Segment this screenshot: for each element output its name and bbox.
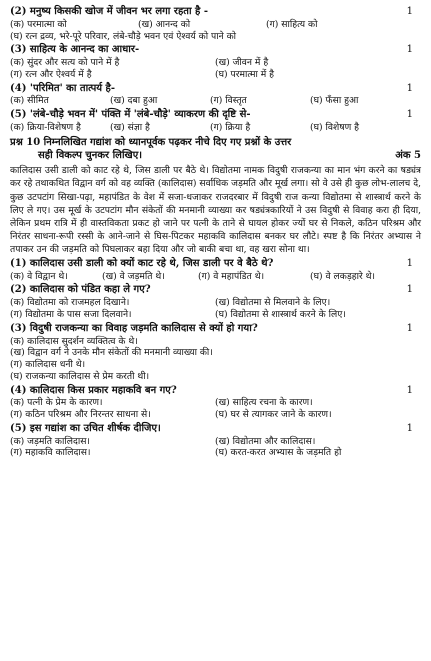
option-ga[interactable]: (ग) कालिदास धनी थे। [10, 359, 86, 371]
passage-question-5-mark: 1 [406, 422, 413, 434]
option-ka[interactable]: (क) कालिदास सुदर्शन व्यक्तित्व के थे। [10, 335, 138, 347]
passage-question-3-option-ga-row [10, 359, 421, 371]
passage-question-3-option-ka-row [10, 336, 421, 348]
passage-question-5-options-row-2 [10, 447, 421, 459]
option-kha[interactable]: (ख) विद्वान वर्ग ने उनके मौन संकेतों की मनमानी व्याख्या की। [10, 347, 213, 359]
option-gha[interactable]: (घ) वे लकड़हारे थे। [310, 270, 376, 282]
passage-question-5 [10, 423, 421, 436]
question-2-options-row-1 [10, 19, 421, 31]
question-5 [10, 109, 421, 122]
option-gha[interactable]: (घ) रत्न द्रव्य, भरे-पूरे परिवार, लंबे-चौड़े भवन एवं ऐश्वर्य को पाने को [10, 30, 237, 42]
option-ka[interactable]: (क) विद्योतमा को राजमहल दिखाने। [10, 297, 130, 309]
passage-question-4-options-row-2 [10, 409, 421, 421]
passage-question-3 [10, 323, 421, 336]
passage-question-4-title: (4) कालिदास किस प्रकार महाकवि बन गए? [10, 384, 177, 396]
question-5-options [10, 122, 421, 134]
option-ka[interactable]: (क) परमात्मा को [10, 18, 67, 30]
question-4-title: (4) 'परिमित' का तात्पर्य है- [10, 82, 116, 94]
passage-question-1-title: (1) कालिदास उसी डाली को क्यों काट रहे थे, जिस डाली पर वे बैठे थे? [10, 257, 274, 269]
option-gha[interactable]: (घ) करत-करत अभ्यास के जड़मति हो [215, 447, 342, 459]
option-ga[interactable]: (ग) विस्तृत [210, 95, 247, 107]
option-kha[interactable]: (ख) दबा हुआ [110, 95, 158, 107]
passage-question-2-title: (2) कालिदास को पंडित कहा ले गए? [10, 284, 151, 296]
question-10-instruction-cont: सही विकल्प चुनकर लिखिए। [38, 149, 143, 161]
passage-question-4-mark: 1 [406, 384, 413, 396]
question-5-title: (5) 'लंबे-चौड़े भवन में' पंक्ति में 'लंबे-चौड़े' व्याकरण की दृष्टि से- [10, 109, 251, 121]
question-3-options-row-1 [10, 57, 421, 69]
question-4 [10, 83, 421, 96]
option-ka[interactable]: (क) पत्नी के प्रेम के कारण। [10, 397, 103, 409]
option-ga[interactable]: (ग) क्रिया है [210, 122, 251, 134]
option-gha[interactable]: (घ) विद्योतमा से शास्त्रार्थ करने के लिए। [215, 308, 346, 320]
option-ga[interactable]: (ग) वे महापंडित थे। [198, 270, 265, 282]
question-2-mark: 1 [406, 6, 413, 17]
passage-question-4 [10, 385, 421, 398]
option-kha[interactable]: (ख) विद्योतमा और कालिदास। [215, 435, 316, 447]
passage-question-4-options-row-1 [10, 397, 421, 409]
option-kha[interactable]: (ख) संज्ञा है [110, 122, 150, 134]
option-gha[interactable]: (घ) फँसा हुआ [310, 95, 359, 107]
question-2-title: (2) मनुष्य किसकी खोज में जीवन भर लगा रहता है - [10, 6, 208, 17]
passage-question-3-mark: 1 [406, 322, 413, 334]
passage-question-2-options-row-2 [10, 309, 421, 321]
option-ga[interactable]: (ग) साहित्य को [266, 18, 318, 30]
question-2-options-row-2 [10, 31, 421, 43]
option-ka[interactable]: (क) जड़मति कालिदास। [10, 435, 90, 447]
option-kha[interactable]: (ख) जीवन में है [215, 57, 269, 69]
question-10-heading [10, 137, 421, 163]
question-2 [10, 6, 421, 19]
option-kha[interactable]: (ख) विद्योतमा से मिलवाने के लिए। [215, 297, 331, 309]
option-ka[interactable]: (क) सुंदर और सत्य को पाने में है [10, 57, 120, 69]
question-4-mark: 1 [406, 82, 413, 94]
question-3 [10, 44, 421, 57]
passage-question-1 [10, 258, 421, 271]
option-ka[interactable]: (क) क्रिया-विशेषण है [10, 122, 81, 134]
option-gha[interactable]: (घ) विशेषण है [310, 122, 360, 134]
option-ga[interactable]: (ग) रत्न और ऐश्वर्य में है [10, 68, 92, 80]
option-ka[interactable]: (क) सीमित [10, 95, 49, 107]
passage-question-2-options-row-1 [10, 297, 421, 309]
option-kha[interactable]: (ख) वे जड़मति थे। [102, 270, 165, 282]
passage-question-3-title: (3) विदुषी राजकन्या का विवाह जड़मति कालिदास से क्यों हो गया? [10, 322, 258, 334]
passage-question-5-options-row-1 [10, 436, 421, 448]
option-kha[interactable]: (ख) साहित्य रचना के कारण। [215, 397, 313, 409]
passage-question-2-mark: 1 [406, 284, 413, 296]
question-5-mark: 1 [406, 109, 413, 121]
option-ga[interactable]: (ग) महाकवि कालिदास। [10, 447, 91, 459]
passage-question-3-option-gha-row [10, 371, 421, 383]
option-gha[interactable]: (घ) राजकन्या कालिदास से प्रेम करती थी। [10, 370, 150, 382]
passage-question-1-options [10, 271, 421, 283]
question-10-instruction: प्रश्न 10 निम्नलिखित गद्यांश को ध्यानपूर्वक पढ़कर नीचे दिए गए प्रश्नों के उत्तर [10, 136, 292, 148]
option-gha[interactable]: (घ) घर से त्यागकर जाने के कारण। [215, 409, 332, 421]
passage-question-1-mark: 1 [406, 257, 413, 269]
option-ga[interactable]: (ग) विद्योतमा के पास सजा दिलवाने। [10, 308, 132, 320]
option-kha[interactable]: (ख) आनन्द को [138, 18, 191, 30]
option-ga[interactable]: (ग) कठिन परिश्रम और निरन्तर साधना से। [10, 409, 151, 421]
option-ka[interactable]: (क) वे विद्वान थे। [10, 270, 68, 282]
option-gha[interactable]: (घ) परमात्मा में है [215, 68, 275, 80]
question-3-mark: 1 [406, 44, 413, 56]
passage-question-2 [10, 284, 421, 297]
question-3-options-row-2 [10, 69, 421, 81]
passage-question-5-title: (5) इस गद्यांश का उचित शीर्षक दीजिए। [10, 422, 161, 434]
question-4-options [10, 95, 421, 107]
passage: कालिदास उसी डाली को काट रहे थे, जिस डाली पर बैठे थे। विद्योतमा नामक विदुषी राजकन्या का मान भंग करने का षड्यंत्र कर रहे तथाकथित विद्वान वर्ग को वह व्यक्ति (कालिदास) सर्वाधिक जड़मति और मूर्ख लगा। सो वे उसे ही कुछ लोभ-लालच दे, कुछ उटपटांग सिखा-पढ़ा, महापंडित के वेश में सजा-धजाकर राजदरबार में विदुषी राज कन्या विद्योतमा से शास्त्रार्थ करने के लिए ले गए। उस मूर्ख के उटपटांग मौन संकेतों की मनमानी व्याख्या कर षड्यंत्रकारियों ने उस विदुषी से विवाह करा ही दिया, लेकिन प्रथम रात्रि में ही वास्तविकता प्रकट हो जाने पर पत्नी के ताने से घायल होकर ज्यों घर से निकले, कठिन परिश्रम और निरंतर साधना-रूपी रस्सी के आने-जाने से घिस-पिटकर महाकवि कालिदास बनकर घर लौटे। स्पष्ट है कि निरंतर अभ्यास ने तपाकर उन की जड़मति को पिघलाकर बहा दिया और जो बाकी बचा था, वह खरा सोना था। [10, 165, 421, 255]
question-3-title: (3) साहित्य के आनन्द का आधार- [10, 44, 140, 56]
question-10-marks: अंक 5 [395, 149, 421, 161]
passage-question-3-option-kha-row [10, 347, 421, 359]
